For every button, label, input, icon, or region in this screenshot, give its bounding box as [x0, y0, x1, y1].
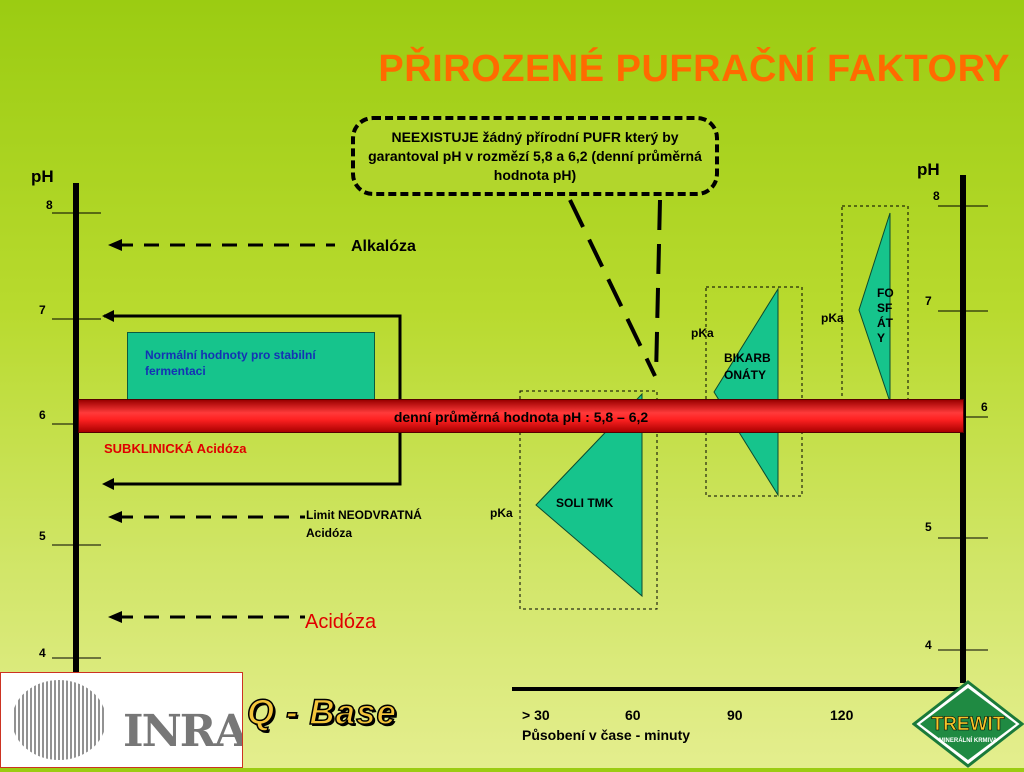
- right-axis-label: pH: [917, 160, 940, 179]
- callout-box: NEEXISTUJE žádný přírodní PUFR který by garantoval pH v rozmězí 5,8 a 6,2 (denní průměrná hodnota pH): [351, 116, 719, 196]
- bikarbonaty-label-line2: ONÁTY: [724, 368, 766, 382]
- acidoza-label: Acidóza: [305, 611, 377, 633]
- time-axis-label: Působení v čase - minuty: [522, 727, 691, 743]
- normal-values-box: Normální hodnoty pro stabilní fermentaci: [127, 332, 375, 418]
- trewit-logo: [912, 680, 1024, 768]
- right-tick-label-8: 8: [933, 189, 940, 203]
- pka-label-fosfaty: pKa: [821, 311, 844, 325]
- right-tick-label-6: 6: [981, 400, 988, 414]
- right-tick-label-7: 7: [925, 294, 932, 308]
- inra-logo-graphic: [1, 673, 242, 767]
- inra-globe-icon: [9, 678, 109, 764]
- inra-logo-text: INRA: [123, 706, 242, 757]
- fosfaty-label-line: SF: [877, 301, 893, 315]
- bikarbonaty-label-line1: BIKARB: [724, 351, 771, 365]
- limit-acidosis-label-line2: Acidóza: [306, 526, 353, 540]
- time-tick-60: 60: [625, 707, 641, 723]
- subclinical-acidosis-label: SUBKLINICKÁ Acidóza: [104, 441, 247, 456]
- left-tick-label-4: 4: [39, 646, 46, 660]
- fosfaty-label: [877, 286, 894, 346]
- limit-arrow: [108, 511, 305, 523]
- left-tick-label-5: 5: [39, 529, 46, 543]
- fosfaty-label-line: ÁT: [877, 316, 893, 330]
- right-tick-label-4: 4: [925, 638, 932, 652]
- callout-pointer: [570, 200, 660, 376]
- qbase-logo: Q - Base: [247, 693, 397, 732]
- alkaloza-label: Alkalóza: [351, 238, 416, 255]
- daily-average-band: denní průměrná hodnota pH : 5,8 – 6,2: [78, 399, 964, 433]
- soli-tmk-label: SOLI TMK: [556, 496, 614, 510]
- limit-acidosis-label-line1: Limit NEODVRATNÁ: [306, 508, 422, 522]
- pka-label-bikarb: pKa: [691, 326, 714, 340]
- alkaloza-arrow: [108, 239, 335, 251]
- left-tick-label-7: 7: [39, 303, 46, 317]
- time-axis: [512, 687, 966, 691]
- trewit-logo-text: TREWIT: [931, 714, 1005, 735]
- acidoza-arrow: [108, 611, 305, 623]
- time-tick-90: 90: [727, 707, 743, 723]
- bikarbonaty-shape: [714, 289, 778, 495]
- fosfaty-label-line: Y: [877, 331, 886, 345]
- left-tick-label-8: 8: [46, 198, 53, 212]
- inra-logo: [0, 672, 243, 768]
- trewit-logo-subtext: MINERÁLNÍ KRMIVA: [938, 738, 998, 744]
- time-tick-120: 120: [830, 707, 854, 723]
- time-tick-30: > 30: [522, 707, 550, 723]
- right-tick-label-5: 5: [925, 520, 932, 534]
- left-tick-label-6: 6: [39, 408, 46, 422]
- left-axis-label: pH: [31, 167, 54, 186]
- page-title: PŘIROZENÉ PUFRAČNÍ FAKTORY: [378, 48, 1010, 90]
- pka-label-soli: pKa: [490, 506, 513, 520]
- fosfaty-label-line: FO: [877, 286, 894, 300]
